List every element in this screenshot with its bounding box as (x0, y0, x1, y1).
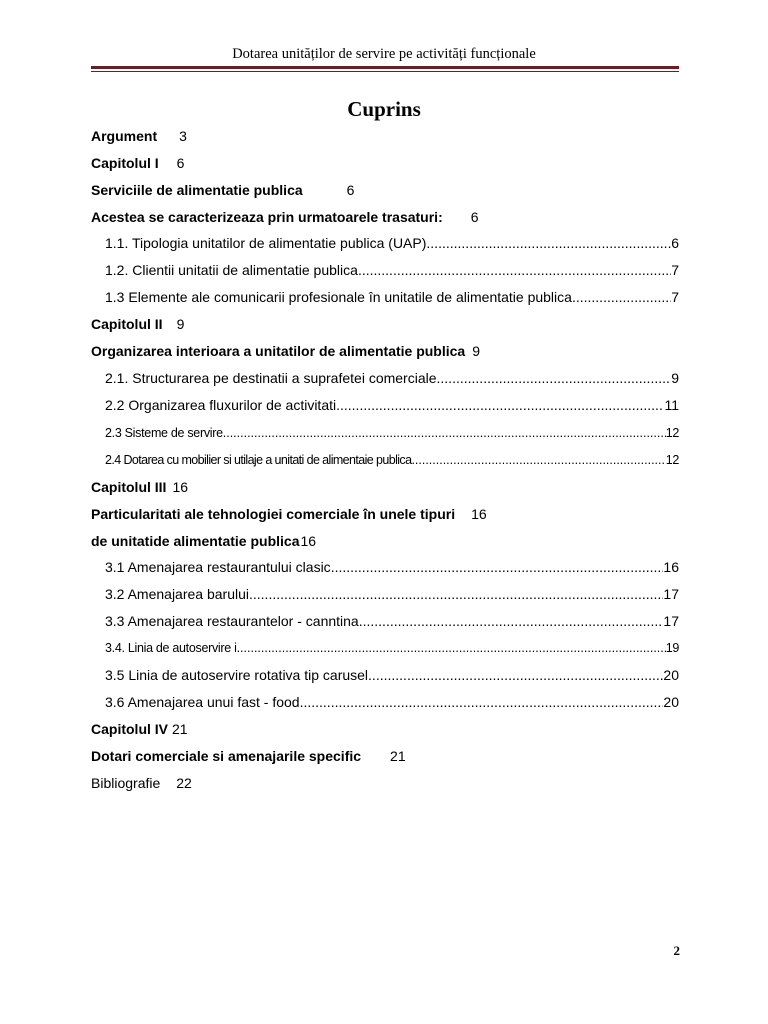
toc-leader-dots (336, 395, 664, 415)
toc-leader-dots (249, 584, 663, 604)
toc-leader-dots (368, 665, 663, 685)
toc-entry-label: 3.1 Amenajarea restaurantului clasic (105, 559, 331, 575)
toc-entry-1-2 (105, 260, 679, 280)
toc-leader-dots (358, 260, 671, 280)
toc-entry-page: 16 (300, 533, 317, 549)
toc-entry-page: 6 (346, 182, 355, 198)
toc-entry-label: Dotari comerciale si amenajarile specific (91, 748, 362, 764)
toc-leader-dots (237, 638, 666, 658)
toc-entry-particularitati (91, 504, 679, 524)
toc-entry-2-1 (105, 368, 679, 388)
toc-entry-label: Organizarea interioara a unitatilor de alimentatie publica (91, 343, 466, 359)
toc-leader-dots (331, 557, 664, 577)
toc-entry-serviciile (91, 180, 679, 200)
toc-entry-label: 2.1. Structurarea pe destinatii a suprafetei comerciale (105, 370, 437, 386)
toc-entry-label: de unitatide alimentatie publica (91, 533, 300, 549)
toc-entry-label: 3.5 Linia de autoservire rotativa tip carusel (105, 667, 369, 683)
toc-entry-argument (91, 126, 679, 146)
toc-entry-page: 20 (663, 667, 679, 683)
toc-entry-label: Argument (91, 128, 158, 144)
toc-entry-2-3 (105, 423, 679, 443)
header-rule-thick (91, 66, 679, 69)
toc-entry-3-5 (105, 665, 679, 685)
toc-entry-page: 17 (663, 586, 679, 602)
toc-entry-label: 2.2 Organizarea fluxurilor de activitati (105, 397, 337, 413)
running-header: Dotarea unităților de servire pe activități funcționale (232, 46, 536, 62)
toc-leader-dots (223, 423, 666, 443)
toc-leader-dots (426, 233, 671, 253)
toc-entry-label: 1.1. Tipologia unitatilor de alimentatie publica (UAP) (105, 235, 427, 251)
toc-entry-page: 3 (179, 128, 187, 144)
toc-entry-label: 3.2 Amenajarea barului (105, 586, 249, 602)
toc-entry-page: 16 (663, 559, 679, 575)
toc-entry-bibliografie (91, 773, 679, 793)
toc-entry-capitolul-3 (91, 477, 679, 497)
page-number: 2 (673, 943, 680, 958)
toc-entry-page: 21 (390, 748, 406, 764)
toc-entry-label: 2.4 Dotarea cu mobilier si utilaje a unitati de alimentaie publica (105, 453, 412, 467)
toc-entry-1-1 (105, 233, 679, 253)
toc-entry-label: 3.4. Linia de autoservire i (105, 641, 237, 655)
toc-entry-organizarea (91, 341, 679, 361)
toc-entry-label: Capitolul II (91, 316, 163, 332)
toc-entry-capitolul-4 (91, 719, 679, 739)
toc-entry-label: Serviciile de alimentatie publica (91, 182, 303, 198)
toc-entry-2-2 (105, 395, 679, 415)
toc-entry-page: 9 (671, 370, 679, 386)
toc-entry-page: 7 (671, 262, 679, 278)
toc-entry-label: Bibliografie (91, 775, 161, 791)
toc-entry-page: 16 (471, 506, 487, 522)
toc-entry-label: Capitolul IV (91, 721, 168, 737)
toc-entry-label: 3.6 Amenajarea unui fast - food (105, 694, 300, 710)
toc-entry-3-6 (105, 692, 679, 712)
toc-entry-label: 1.2. Clientii unitatii de alimentatie publica (105, 262, 358, 278)
toc-entry-1-3 (105, 287, 679, 307)
toc-entry-label: 2.3 Sisteme de servire (105, 426, 223, 440)
toc-entry-page: 9 (176, 316, 185, 332)
header-rule-thin (91, 71, 679, 72)
toc-entry-caracteristici (91, 207, 679, 227)
toc-entry-page: 11 (664, 397, 679, 413)
toc-leader-dots (437, 368, 672, 388)
toc-leader-dots (359, 611, 664, 631)
toc-entry-page: 12 (665, 426, 679, 440)
toc-entry-label: Capitolul I (91, 155, 159, 171)
toc-entry-label: Capitolul III (91, 479, 167, 495)
toc-title: Cuprins (347, 97, 421, 121)
toc-entry-page: 19 (665, 641, 679, 655)
toc-entry-2-4 (105, 450, 679, 470)
toc-entry-page: 6 (470, 209, 479, 225)
toc-entry-label: 1.3 Elemente ale comunicarii profesionale în unitatile de alimentatie publica (105, 289, 572, 305)
toc-entry-label: 3.3 Amenajarea restaurantelor - canntina (105, 613, 359, 629)
toc-entry-page: 6 (671, 235, 679, 251)
toc-entry-page: 9 (472, 343, 481, 359)
toc-entry-3-4 (105, 638, 679, 658)
toc-entry-capitolul-2 (91, 314, 679, 334)
toc-entry-dotari (91, 746, 679, 766)
toc-entry-3-3 (105, 611, 679, 631)
toc-entry-capitolul-1 (91, 153, 679, 173)
toc-entry-page: 6 (176, 155, 185, 171)
toc-leader-dots (300, 692, 664, 712)
toc-entry-3-1 (105, 557, 679, 577)
toc-entry-page: 12 (665, 453, 679, 467)
toc-entry-label: Acestea se caracterizeaza prin urmatoarele trasaturi: (91, 209, 443, 225)
toc-entry-page: 16 (172, 479, 189, 495)
toc-leader-dots (572, 287, 671, 307)
toc-entry-page: 22 (176, 775, 192, 791)
toc-entry-page: 21 (172, 721, 188, 737)
toc-entry-unitati-tipuri (91, 531, 679, 551)
toc-leader-dots (411, 450, 665, 470)
toc-entry-label: Particularitati ale tehnologiei comerciale în unele tipuri (91, 506, 456, 522)
toc-entry-page: 7 (671, 289, 679, 305)
toc-entry-page: 17 (663, 613, 679, 629)
toc-entry-3-2 (105, 584, 679, 604)
toc-entry-page: 20 (663, 694, 679, 710)
